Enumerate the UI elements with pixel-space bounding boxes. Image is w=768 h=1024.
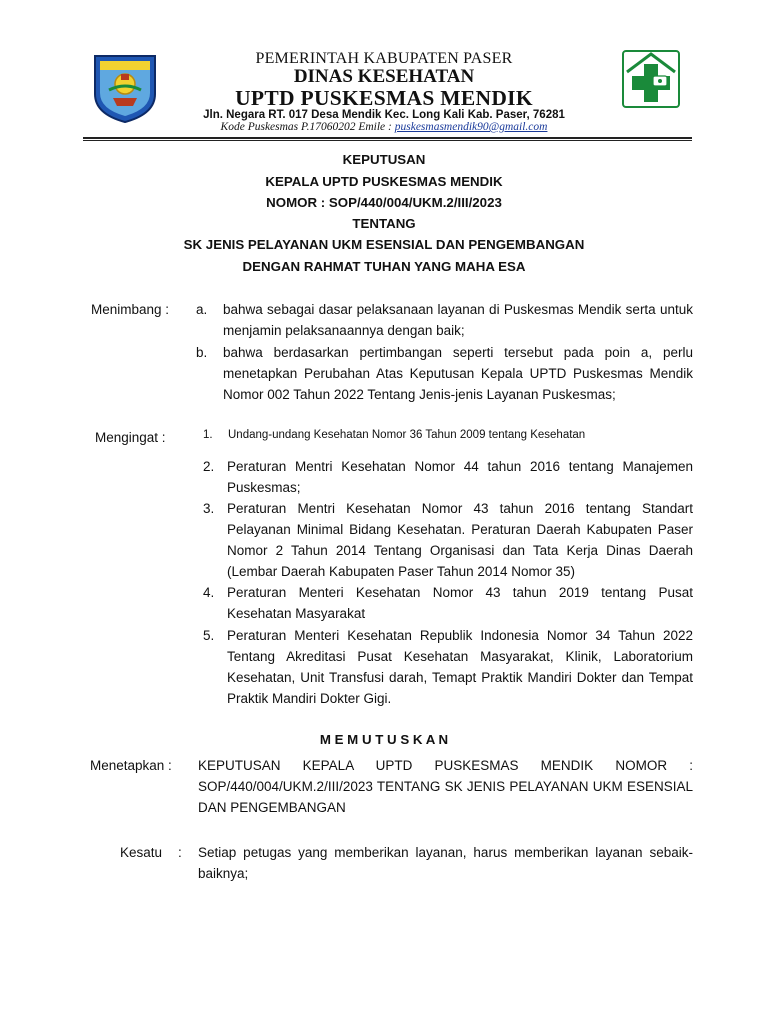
decree-subject: SK JENIS PELAYANAN UKM ESENSIAL DAN PENGEMBANGAN	[183, 237, 585, 252]
address-line: Jln. Negara RT. 017 Desa Mendik Kec. Long Kali Kab. Paser, 76281	[203, 109, 565, 121]
government-name: PEMERINTAH KABUPATEN PASER	[255, 50, 513, 67]
contact-line	[0, 121, 768, 133]
facility-code: Kode Puskesmas P.17060202 Emile :	[220, 121, 392, 133]
menimbang-label: Menimbang :	[91, 302, 170, 317]
menimbang-item-a: bahwa sebagai dasar pelaksanaan layanan di Puskesmas Mendik serta untuk menjamin pelaksanaannya dengan baik;	[223, 302, 693, 338]
header-divider	[83, 137, 692, 139]
mengingat-item-1: Undang-undang Kesehatan Nomor 36 Tahun 2009 tentang Kesehatan	[228, 429, 586, 441]
decree-issuer: KEPALA UPTD PUSKESMAS MENDIK	[265, 174, 503, 189]
menetapkan-text: KEPUTUSAN KEPALA UPTD PUSKESMAS MENDIK NOMOR : SOP/440/004/UKM.2/III/2023 TENTANG SK JENIS PELAYANAN UKM ESENSIAL DAN PENGEMBANGAN	[198, 758, 693, 815]
decree-number: NOMOR : SOP/440/004/UKM.2/III/2023	[266, 195, 502, 210]
email-link[interactable]: puskesmasmendik90@gmail.com	[394, 121, 548, 133]
mengingat-item-5: Peraturan Menteri Kesehatan Republik Indonesia Nomor 34 Tahun 2022 Tentang Akreditasi Pusat Kesehatan Masyarakat, Klinik, Laboratorium Kesehatan, Unit Transfusi darah, Temapt Praktik Mandiri Dokter dan Tempat Praktik Mandiri Dokter Gigi.	[227, 628, 693, 706]
kesatu-colon: :	[178, 845, 182, 860]
mengingat-item-4: Peraturan Menteri Kesehatan Nomor 43 tahun 2019 tentang Pusat Kesehatan Masyarakat	[227, 585, 693, 621]
menimbang-item-b: bahwa berdasarkan pertimbangan seperti tersebut pada poin a, perlu menetapkan Perubahan Atas Keputusan Kepala UPTD Puskesmas Mendik Nomor 002 Tahun 2022 Tentang Jenis-jenis Layanan Puskesmas;	[223, 345, 693, 402]
decree-preamble: DENGAN RAHMAT TUHAN YANG MAHA ESA	[242, 259, 526, 274]
kesatu-text: Setiap petugas yang memberikan layanan, harus memberikan layanan sebaik-baiknya;	[198, 845, 693, 881]
decree-title: KEPUTUSAN	[342, 152, 426, 167]
facility-name: UPTD PUSKESMAS MENDIK	[235, 86, 533, 110]
menetapkan-label: Menetapkan :	[90, 758, 172, 773]
mengingat-marker-5: 5.	[203, 628, 215, 643]
agency-name: DINAS KESEHATAN	[293, 66, 475, 87]
header-divider-thin	[83, 140, 692, 141]
mengingat-marker-3: 3.	[203, 501, 215, 516]
kesatu-label: Kesatu	[120, 845, 163, 860]
decree-about-label: TENTANG	[352, 216, 416, 231]
mengingat-label: Mengingat :	[95, 430, 166, 445]
memutuskan-heading: M E M U T U S K A N	[319, 732, 449, 747]
mengingat-marker-4: 4.	[203, 585, 215, 600]
mengingat-item-2: Peraturan Mentri Kesehatan Nomor 44 tahun 2016 tentang Manajemen Puskesmas;	[227, 459, 693, 495]
menimbang-marker-b: b.	[196, 345, 208, 360]
mengingat-marker-1: 1.	[203, 429, 213, 441]
menimbang-marker-a: a.	[196, 302, 208, 317]
mengingat-item-3: Peraturan Mentri Kesehatan Nomor 43 tahun 2016 tentang Standart Pelayanan Minimal Bidang Kesehatan. Peraturan Daerah Kabupaten Paser Nomor 2 Tahun 2014 Tentang Organisasi dan Tata Kerja Dinas Daerah (Lembar Daerah Kabupaten Paser Tahun 2014 Nomor 35)	[227, 501, 693, 579]
mengingat-marker-2: 2.	[203, 459, 215, 474]
